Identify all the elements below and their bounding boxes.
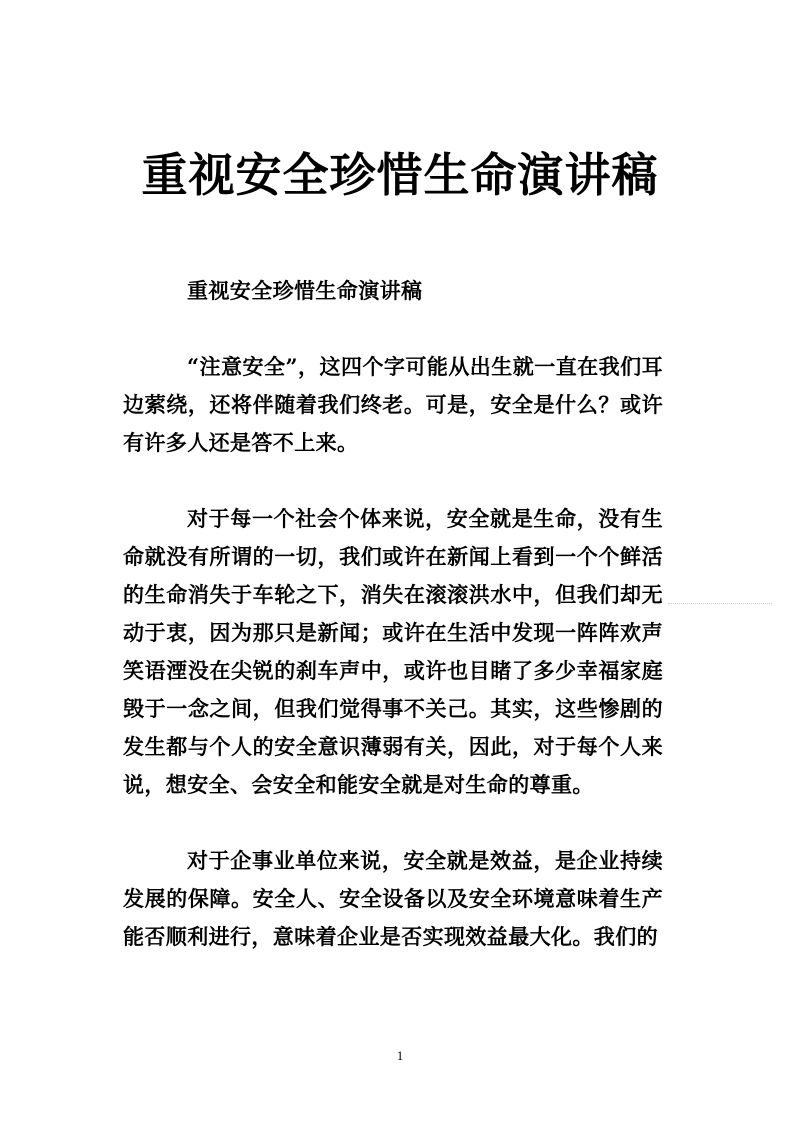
paragraph-intro: “注意安全”，这四个字可能从出生就一直在我们耳边萦绕，还将伴随着我们终老。可是，安全是什么？或许有许多人还是答不上来。	[123, 354, 663, 455]
margin-dotted-line	[668, 603, 772, 604]
paragraph-individual-safety: 对于每一个社会个体来说，安全就是生命，没有生命就没有所谓的一切，我们或许在新闻上看到一个个鲜活的生命消失于车轮之下，消失在滚滚洪水中，但我们却无动于衷，因为那只是新闻；或许在生活中发现一阵阵欢声笑语湮没在尖锐的刹车声中，或许也目睹了多少幸福家庭毁于一念之间，但我们觉得事不关己。其实，这些惨剧的发生都与个人的安全意识薄弱有关，因此，对于每个人来说，想安全、会安全和能安全就是对生命的尊重。	[123, 506, 663, 797]
paragraph-enterprise-safety: 对于企事业单位来说，安全就是效益，是企业持续发展的保障。安全人、安全设备以及安全环境意味着生产能否顺利进行，意味着企业是否实现效益最大化。我们的	[123, 848, 663, 949]
document-title: 重视安全珍惜生命演讲稿	[141, 148, 659, 202]
page-number: 1	[396, 1048, 404, 1063]
subtitle-paragraph: 重视安全珍惜生命演讲稿	[187, 278, 423, 303]
document-body	[123, 272, 663, 994]
